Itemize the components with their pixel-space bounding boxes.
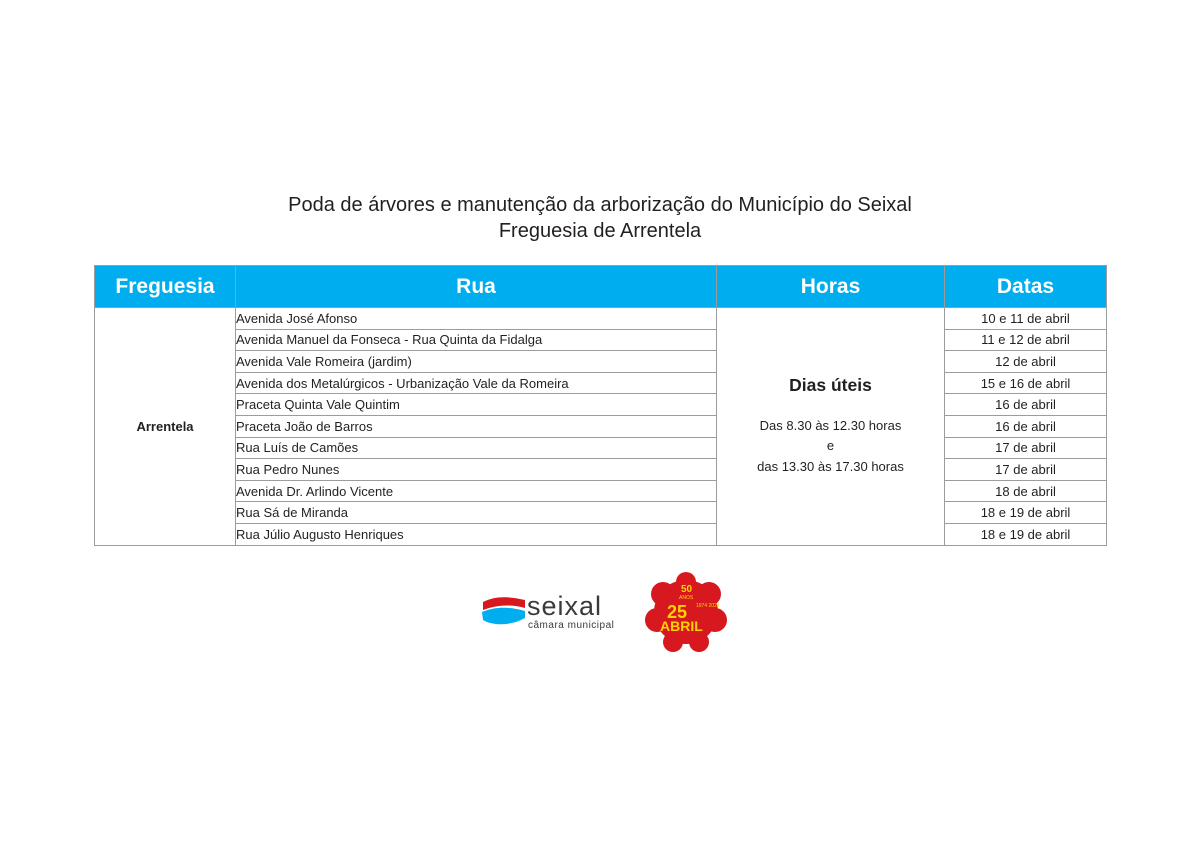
table-row [95,329,1107,351]
rua-cell: Avenida dos Metalúrgicos - Urbanização Vale da Romeira [236,372,717,394]
rua-cell: Rua Luís de Camões [236,437,717,459]
table-row [95,351,1107,373]
schedule-table [94,265,1107,546]
table-row [95,415,1107,437]
table-header-row [95,266,1107,308]
horas-cell [717,308,945,546]
seixal-wave-icon [481,592,527,632]
table-row [95,523,1107,545]
data-cell: 18 e 19 de abril [945,502,1107,524]
table-row [95,372,1107,394]
seixal-logo [481,592,621,636]
data-cell: 11 e 12 de abril [945,329,1107,351]
rua-cell: Praceta Quinta Vale Quintim [236,394,717,416]
data-cell: 12 de abril [945,351,1107,373]
table-row [95,437,1107,459]
abril-years-text: 50 [681,584,693,595]
horas-line-3: das 13.30 às 17.30 horas [757,458,904,474]
abril-num-text: 25 [667,602,688,622]
rua-cell: Rua Pedro Nunes [236,459,717,481]
title-line-2: Freguesia de Arrentela [498,220,702,242]
seixal-wordmark: seixal [527,591,603,621]
table-row [95,480,1107,502]
rua-cell: Praceta João de Barros [236,415,717,437]
table-row [95,502,1107,524]
seixal-subtitle: câmara municipal [528,620,615,631]
table-row [95,459,1107,481]
horas-title: Dias úteis [789,375,872,396]
header-datas: Datas [945,266,1107,308]
header-rua: Rua [236,266,717,308]
header-freguesia: Freguesia [95,266,236,308]
data-cell: 10 e 11 de abril [945,308,1107,330]
abril-span-text: 1974 2024 [696,603,720,609]
rua-cell: Avenida Vale Romeira (jardim) [236,351,717,373]
header-horas: Horas [717,266,945,308]
rua-cell: Avenida Manuel da Fonseca - Rua Quinta da Fidalga [236,329,717,351]
horas-line-2: e [826,438,835,454]
carnation-icon [641,570,731,654]
abril-word-text: ABRIL [660,618,703,634]
document-title [0,192,1200,244]
25-abril-logo [641,570,731,654]
rua-cell: Avenida José Afonso [236,308,717,330]
rua-cell: Rua Júlio Augusto Henriques [236,523,717,545]
freguesia-cell: Arrentela [95,308,236,546]
data-cell: 18 e 19 de abril [945,523,1107,545]
table-row [95,308,1107,330]
rua-cell: Rua Sá de Miranda [236,502,717,524]
data-cell: 15 e 16 de abril [945,372,1107,394]
logos-row [0,570,1200,654]
rua-cell: Avenida Dr. Arlindo Vicente [236,480,717,502]
abril-anos-text: ANOS [679,595,694,601]
data-cell: 16 de abril [945,415,1107,437]
horas-line-1: Das 8.30 às 12.30 horas [759,417,902,433]
title-line-1: Poda de árvores e manutenção da arborização do Município do Seixal [288,194,912,216]
data-cell: 18 de abril [945,480,1107,502]
table-row [95,394,1107,416]
data-cell: 17 de abril [945,437,1107,459]
data-cell: 16 de abril [945,394,1107,416]
data-cell: 17 de abril [945,459,1107,481]
